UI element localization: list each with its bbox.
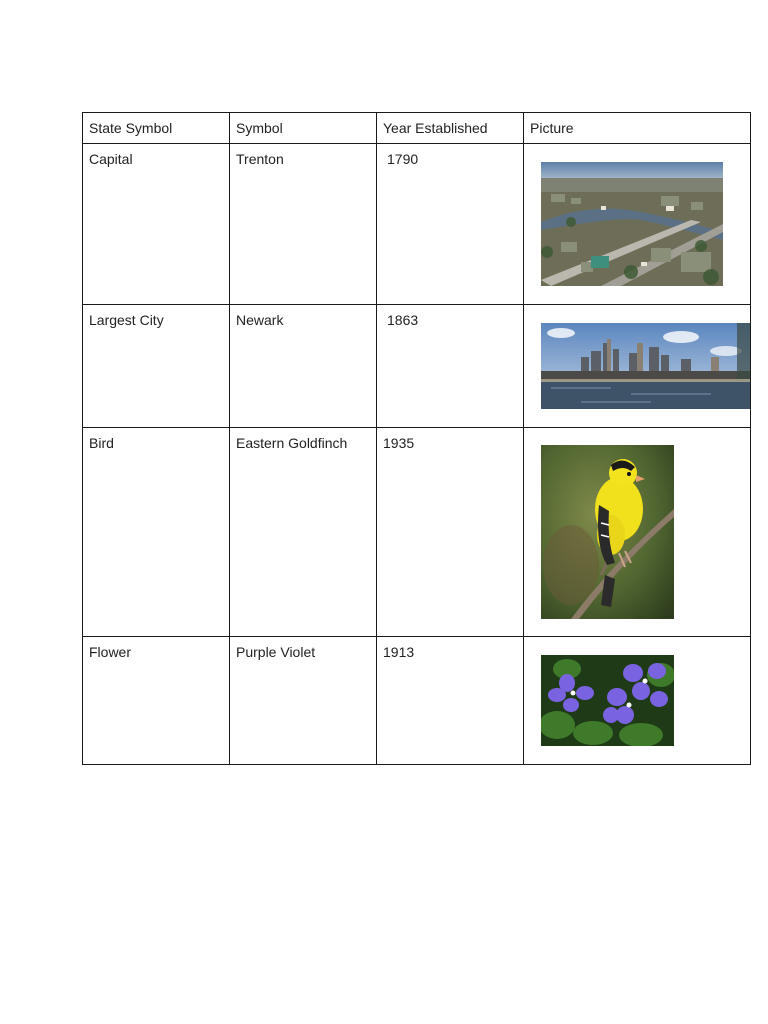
year-text: 1935 [383, 435, 415, 452]
cell-state-symbol: Flower [83, 637, 230, 765]
cell-symbol: Newark [230, 305, 377, 428]
cell-year [377, 637, 524, 765]
table-header-row [83, 113, 751, 144]
cell-symbol: Purple Violet [230, 637, 377, 765]
table-row [83, 637, 751, 765]
table-row [83, 305, 751, 428]
header-symbol: Symbol [230, 113, 377, 144]
cell-picture [524, 305, 751, 428]
state-symbols-table [82, 112, 751, 765]
table-row [83, 428, 751, 637]
cell-symbol: Eastern Goldfinch [230, 428, 377, 637]
header-year-established: Year Established [377, 113, 524, 144]
cell-state-symbol: Capital [83, 144, 230, 305]
goldfinch-photo [541, 445, 674, 619]
cell-state-symbol: Bird [83, 428, 230, 637]
year-text: 1863 [387, 312, 419, 329]
table-row [83, 144, 751, 305]
header-state-symbol: State Symbol [83, 113, 230, 144]
year-text: 1913 [383, 644, 415, 661]
cell-symbol: Trenton [230, 144, 377, 305]
header-picture: Picture [524, 113, 751, 144]
purple-violet-photo [541, 655, 674, 746]
trenton-aerial-photo [541, 162, 723, 286]
cell-year [377, 305, 524, 428]
newark-skyline-photo [541, 323, 750, 409]
cell-picture [524, 637, 751, 765]
year-text: 1790 [387, 151, 419, 168]
cell-picture [524, 144, 751, 305]
cell-picture [524, 428, 751, 637]
cell-state-symbol: Largest City [83, 305, 230, 428]
cell-year [377, 144, 524, 305]
cell-year [377, 428, 524, 637]
